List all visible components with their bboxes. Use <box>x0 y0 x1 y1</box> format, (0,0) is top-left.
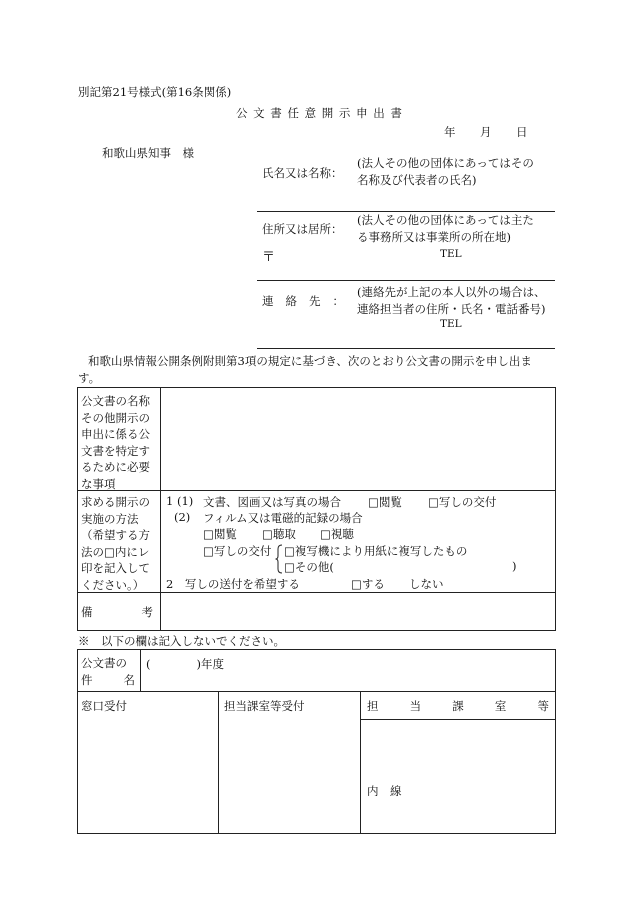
disclosure-method-label: 求める開示の 実施の方法 （希望する方 法の□内にレ 印を記入して ください。） <box>81 495 150 592</box>
remarks-field[interactable] <box>162 594 554 630</box>
mail-yes-checkbox[interactable]: □する <box>351 577 385 591</box>
date-month: 月 <box>480 125 492 139</box>
responsible-department-label: 担 当 課 室 等 <box>367 699 549 713</box>
form-number: 別記第21号様式(第16条関係) <box>78 85 232 99</box>
counter-reception-label: 窓口受付 <box>81 699 127 713</box>
department-reception-label: 担当課室等受付 <box>224 699 305 713</box>
date-year: 年 <box>444 125 456 139</box>
subject-divider <box>140 649 141 691</box>
office-use-notice: ※ 以下の欄は記入しないでください。 <box>78 634 285 648</box>
mail-no-checkbox[interactable]: しない <box>409 577 444 591</box>
address-underline <box>257 280 555 281</box>
dept-divider <box>360 691 361 834</box>
addressee: 和歌山県知事 様 <box>102 146 194 160</box>
remarks-label: 備 考 <box>81 605 153 619</box>
dept-header-border <box>360 719 556 720</box>
address-note: (法人その他の団体にあっては主た る事務所又は事業所の所在地) <box>357 213 534 244</box>
method-2-text: フィルム又は電磁的記録の場合 <box>203 511 363 525</box>
name-note: (法人その他の団体にあってはその 名称及び代表者の氏名) <box>357 156 534 187</box>
contact-label: 連 絡 先 ： <box>262 294 344 308</box>
office-use-table <box>77 649 556 834</box>
subject-label-line2: 件 名 <box>81 673 135 687</box>
method-2-watch-checkbox[interactable]: □視聴 <box>320 527 354 541</box>
postal-mark: 〒 <box>262 250 276 265</box>
reception-divider <box>218 691 219 834</box>
contact-tel: TEL <box>440 318 462 330</box>
method-1-text: 文書、図画又は写真の場合 <box>203 495 341 509</box>
method-2-number: (2) <box>174 510 191 524</box>
document-info-label: 公文書の名称 その他開示の 申出に係る公 文書を特定す るために必要 な事項 <box>81 394 150 491</box>
date-day: 日 <box>516 125 528 139</box>
contact-underline <box>257 348 555 349</box>
method-1-view-checkbox[interactable]: □閲覧 <box>368 495 402 509</box>
method-2-view-checkbox[interactable]: □閲覧 <box>203 527 237 541</box>
method-2-listen-checkbox[interactable]: □聴取 <box>262 527 296 541</box>
name-label: 氏名又は名称： <box>262 166 343 180</box>
method-2-copy-checkbox[interactable]: □写しの交付 <box>203 544 272 558</box>
method-1-number: 1 (1) <box>166 494 194 508</box>
address-tel: TEL <box>440 248 462 260</box>
other-close-paren: ) <box>512 559 517 573</box>
copier-copy-checkbox[interactable]: □複写機により用紙に複写したもの <box>284 544 468 558</box>
document-info-field[interactable] <box>162 389 554 489</box>
extension-label: 内 線 <box>367 784 402 798</box>
office-row-border <box>77 691 556 692</box>
intro-text-line1: 和歌山県情報公開条例附則第3項の規定に基づき、次のとおり公文書の開示を申し出ま <box>88 354 532 368</box>
intro-text-line2: す。 <box>78 371 101 385</box>
brace-bracket <box>275 544 283 574</box>
fiscal-year-text: ( )年度 <box>146 657 224 671</box>
request-table-divider <box>160 387 161 631</box>
address-label: 住所又は居所： <box>262 222 343 236</box>
method-1-copy-checkbox[interactable]: □写しの交付 <box>428 495 497 509</box>
form-title: 公 文 書 任 意 開 示 申 出 書 <box>236 106 403 120</box>
contact-note: (連絡先が上記の本人以外の場合は、 連絡担当者の住所・氏名・電話番号) <box>357 285 546 316</box>
subject-label-line1: 公文書の <box>81 656 127 670</box>
mail-copy-text: 2 写しの送付を希望する <box>166 577 300 591</box>
other-checkbox[interactable]: □その他( <box>284 560 334 574</box>
